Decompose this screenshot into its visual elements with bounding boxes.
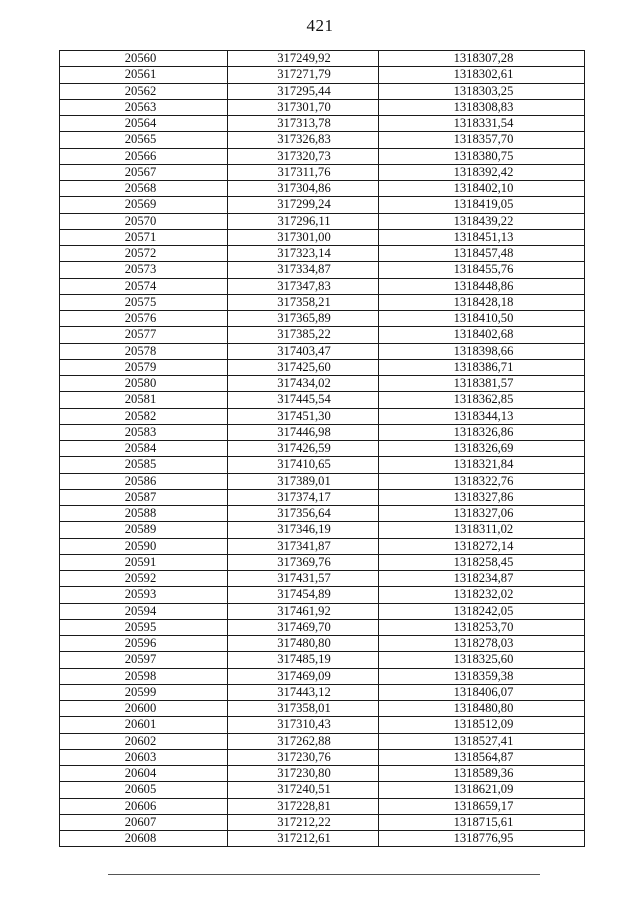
table-row [60,441,585,457]
table-row [60,603,585,619]
x-coordinate-cell: 317326,83 [228,132,379,148]
coordinates-table [59,50,585,847]
table-row [60,652,585,668]
x-coordinate-cell: 317313,78 [228,116,379,132]
point-number-cell: 20585 [60,457,228,473]
coordinates-table-container [59,50,585,847]
y-coordinate-cell: 1318242,05 [379,603,585,619]
x-coordinate-cell: 317228,81 [228,798,379,814]
table-row [60,294,585,310]
x-coordinate-cell: 317451,30 [228,408,379,424]
y-coordinate-cell: 1318327,86 [379,489,585,505]
y-coordinate-cell: 1318448,86 [379,278,585,294]
point-number-cell: 20568 [60,181,228,197]
y-coordinate-cell: 1318362,85 [379,392,585,408]
x-coordinate-cell: 317431,57 [228,571,379,587]
point-number-cell: 20602 [60,733,228,749]
y-coordinate-cell: 1318258,45 [379,554,585,570]
point-number-cell: 20575 [60,294,228,310]
y-coordinate-cell: 1318386,71 [379,359,585,375]
table-row [60,814,585,830]
y-coordinate-cell: 1318455,76 [379,262,585,278]
x-coordinate-cell: 317403,47 [228,343,379,359]
y-coordinate-cell: 1318327,06 [379,506,585,522]
x-coordinate-cell: 317469,70 [228,619,379,635]
y-coordinate-cell: 1318659,17 [379,798,585,814]
x-coordinate-cell: 317346,19 [228,522,379,538]
table-row [60,148,585,164]
y-coordinate-cell: 1318321,84 [379,457,585,473]
table-row [60,538,585,554]
y-coordinate-cell: 1318419,05 [379,197,585,213]
y-coordinate-cell: 1318527,41 [379,733,585,749]
y-coordinate-cell: 1318331,54 [379,116,585,132]
table-row [60,522,585,538]
y-coordinate-cell: 1318380,75 [379,148,585,164]
x-coordinate-cell: 317262,88 [228,733,379,749]
table-row [60,51,585,67]
table-row [60,262,585,278]
x-coordinate-cell: 317443,12 [228,684,379,700]
y-coordinate-cell: 1318715,61 [379,814,585,830]
table-row [60,424,585,440]
x-coordinate-cell: 317454,89 [228,587,379,603]
table-row [60,67,585,83]
point-number-cell: 20582 [60,408,228,424]
point-number-cell: 20581 [60,392,228,408]
table-row [60,619,585,635]
point-number-cell: 20570 [60,213,228,229]
x-coordinate-cell: 317374,17 [228,489,379,505]
point-number-cell: 20594 [60,603,228,619]
y-coordinate-cell: 1318326,86 [379,424,585,440]
y-coordinate-cell: 1318451,13 [379,229,585,245]
x-coordinate-cell: 317271,79 [228,67,379,83]
point-number-cell: 20569 [60,197,228,213]
point-number-cell: 20597 [60,652,228,668]
y-coordinate-cell: 1318428,18 [379,294,585,310]
y-coordinate-cell: 1318325,60 [379,652,585,668]
table-row [60,571,585,587]
x-coordinate-cell: 317410,65 [228,457,379,473]
y-coordinate-cell: 1318381,57 [379,376,585,392]
table-row [60,733,585,749]
point-number-cell: 20567 [60,164,228,180]
table-row [60,749,585,765]
point-number-cell: 20566 [60,148,228,164]
y-coordinate-cell: 1318272,14 [379,538,585,554]
x-coordinate-cell: 317230,76 [228,749,379,765]
table-row [60,246,585,262]
point-number-cell: 20605 [60,782,228,798]
y-coordinate-cell: 1318326,69 [379,441,585,457]
point-number-cell: 20584 [60,441,228,457]
x-coordinate-cell: 317301,70 [228,99,379,115]
x-coordinate-cell: 317347,83 [228,278,379,294]
point-number-cell: 20589 [60,522,228,538]
table-row [60,782,585,798]
point-number-cell: 20607 [60,814,228,830]
y-coordinate-cell: 1318307,28 [379,51,585,67]
x-coordinate-cell: 317389,01 [228,473,379,489]
y-coordinate-cell: 1318392,42 [379,164,585,180]
table-row [60,636,585,652]
x-coordinate-cell: 317445,54 [228,392,379,408]
y-coordinate-cell: 1318278,03 [379,636,585,652]
y-coordinate-cell: 1318457,48 [379,246,585,262]
y-coordinate-cell: 1318302,61 [379,67,585,83]
table-row [60,701,585,717]
table-row [60,506,585,522]
x-coordinate-cell: 317320,73 [228,148,379,164]
table-row [60,392,585,408]
x-coordinate-cell: 317295,44 [228,83,379,99]
x-coordinate-cell: 317212,22 [228,814,379,830]
x-coordinate-cell: 317358,01 [228,701,379,717]
table-row [60,343,585,359]
x-coordinate-cell: 317249,92 [228,51,379,67]
point-number-cell: 20578 [60,343,228,359]
table-row [60,99,585,115]
y-coordinate-cell: 1318439,22 [379,213,585,229]
table-row [60,376,585,392]
point-number-cell: 20564 [60,116,228,132]
point-number-cell: 20598 [60,668,228,684]
x-coordinate-cell: 317323,14 [228,246,379,262]
table-row [60,132,585,148]
point-number-cell: 20590 [60,538,228,554]
point-number-cell: 20563 [60,99,228,115]
y-coordinate-cell: 1318398,66 [379,343,585,359]
table-row [60,83,585,99]
point-number-cell: 20572 [60,246,228,262]
y-coordinate-cell: 1318322,76 [379,473,585,489]
x-coordinate-cell: 317425,60 [228,359,379,375]
x-coordinate-cell: 317469,09 [228,668,379,684]
point-number-cell: 20573 [60,262,228,278]
x-coordinate-cell: 317434,02 [228,376,379,392]
y-coordinate-cell: 1318480,80 [379,701,585,717]
point-number-cell: 20561 [60,67,228,83]
table-row [60,278,585,294]
point-number-cell: 20593 [60,587,228,603]
table-row [60,359,585,375]
x-coordinate-cell: 317311,76 [228,164,379,180]
y-coordinate-cell: 1318357,70 [379,132,585,148]
x-coordinate-cell: 317301,00 [228,229,379,245]
point-number-cell: 20576 [60,311,228,327]
x-coordinate-cell: 317310,43 [228,717,379,733]
point-number-cell: 20562 [60,83,228,99]
y-coordinate-cell: 1318402,10 [379,181,585,197]
table-row [60,717,585,733]
x-coordinate-cell: 317296,11 [228,213,379,229]
y-coordinate-cell: 1318303,25 [379,83,585,99]
x-coordinate-cell: 317461,92 [228,603,379,619]
table-row [60,587,585,603]
table-row [60,164,585,180]
table-row [60,473,585,489]
y-coordinate-cell: 1318621,09 [379,782,585,798]
table-row [60,327,585,343]
y-coordinate-cell: 1318253,70 [379,619,585,635]
x-coordinate-cell: 317446,98 [228,424,379,440]
table-row [60,489,585,505]
x-coordinate-cell: 317485,19 [228,652,379,668]
x-coordinate-cell: 317385,22 [228,327,379,343]
point-number-cell: 20606 [60,798,228,814]
x-coordinate-cell: 317426,59 [228,441,379,457]
y-coordinate-cell: 1318232,02 [379,587,585,603]
point-number-cell: 20586 [60,473,228,489]
table-row [60,229,585,245]
x-coordinate-cell: 317365,89 [228,311,379,327]
x-coordinate-cell: 317358,21 [228,294,379,310]
x-coordinate-cell: 317341,87 [228,538,379,554]
point-number-cell: 20583 [60,424,228,440]
x-coordinate-cell: 317369,76 [228,554,379,570]
y-coordinate-cell: 1318359,38 [379,668,585,684]
point-number-cell: 20574 [60,278,228,294]
point-number-cell: 20591 [60,554,228,570]
y-coordinate-cell: 1318410,50 [379,311,585,327]
x-coordinate-cell: 317480,80 [228,636,379,652]
table-row [60,197,585,213]
point-number-cell: 20604 [60,766,228,782]
y-coordinate-cell: 1318564,87 [379,749,585,765]
y-coordinate-cell: 1318311,02 [379,522,585,538]
table-row [60,554,585,570]
table-row [60,311,585,327]
point-number-cell: 20571 [60,229,228,245]
point-number-cell: 20580 [60,376,228,392]
coordinates-table-body [60,51,585,847]
table-row [60,457,585,473]
table-row [60,213,585,229]
table-row [60,798,585,814]
y-coordinate-cell: 1318308,83 [379,99,585,115]
y-coordinate-cell: 1318344,13 [379,408,585,424]
point-number-cell: 20560 [60,51,228,67]
y-coordinate-cell: 1318776,95 [379,831,585,847]
table-row [60,181,585,197]
x-coordinate-cell: 317356,64 [228,506,379,522]
y-coordinate-cell: 1318512,09 [379,717,585,733]
table-row [60,684,585,700]
point-number-cell: 20600 [60,701,228,717]
x-coordinate-cell: 317304,86 [228,181,379,197]
page-number: 421 [306,16,334,35]
x-coordinate-cell: 317334,87 [228,262,379,278]
point-number-cell: 20577 [60,327,228,343]
x-coordinate-cell: 317212,61 [228,831,379,847]
x-coordinate-cell: 317230,80 [228,766,379,782]
x-coordinate-cell: 317240,51 [228,782,379,798]
y-coordinate-cell: 1318406,07 [379,684,585,700]
point-number-cell: 20608 [60,831,228,847]
x-coordinate-cell: 317299,24 [228,197,379,213]
point-number-cell: 20565 [60,132,228,148]
table-row [60,408,585,424]
point-number-cell: 20595 [60,619,228,635]
table-row [60,116,585,132]
y-coordinate-cell: 1318589,36 [379,766,585,782]
y-coordinate-cell: 1318234,87 [379,571,585,587]
point-number-cell: 20592 [60,571,228,587]
table-row [60,766,585,782]
table-row [60,831,585,847]
footer-divider [108,874,540,875]
point-number-cell: 20579 [60,359,228,375]
point-number-cell: 20588 [60,506,228,522]
point-number-cell: 20599 [60,684,228,700]
table-row [60,668,585,684]
point-number-cell: 20601 [60,717,228,733]
point-number-cell: 20587 [60,489,228,505]
point-number-cell: 20596 [60,636,228,652]
point-number-cell: 20603 [60,749,228,765]
y-coordinate-cell: 1318402,68 [379,327,585,343]
